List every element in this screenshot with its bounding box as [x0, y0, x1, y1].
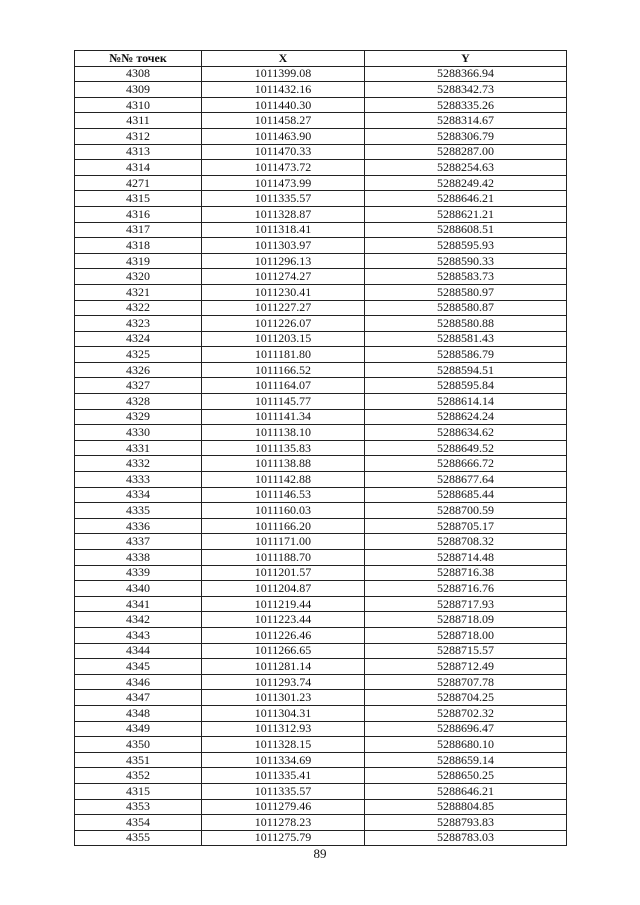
- x-coordinate-cell: 1011204.87: [202, 581, 365, 597]
- y-coordinate-cell: 5288696.47: [365, 721, 567, 737]
- table-row: [75, 799, 567, 815]
- x-coordinate-cell: 1011440.30: [202, 97, 365, 113]
- y-coordinate-cell: 5288580.88: [365, 316, 567, 332]
- x-coordinate-cell: 1011304.31: [202, 705, 365, 721]
- x-coordinate-cell: 1011138.88: [202, 456, 365, 472]
- table-row: [75, 300, 567, 316]
- point-number-cell: 4332: [75, 456, 202, 472]
- table-row: [75, 394, 567, 410]
- x-coordinate-cell: 1011335.41: [202, 768, 365, 784]
- y-coordinate-cell: 5288677.64: [365, 472, 567, 488]
- table-row: [75, 253, 567, 269]
- y-coordinate-cell: 5288659.14: [365, 752, 567, 768]
- table-row: [75, 581, 567, 597]
- x-coordinate-cell: 1011335.57: [202, 191, 365, 207]
- x-coordinate-cell: 1011278.23: [202, 815, 365, 831]
- table-row: [75, 690, 567, 706]
- point-number-cell: 4347: [75, 690, 202, 706]
- point-number-cell: 4329: [75, 409, 202, 425]
- point-number-cell: 4346: [75, 674, 202, 690]
- x-coordinate-cell: 1011274.27: [202, 269, 365, 285]
- x-coordinate-cell: 1011275.79: [202, 830, 365, 846]
- point-number-cell: 4351: [75, 752, 202, 768]
- point-number-cell: 4319: [75, 253, 202, 269]
- y-coordinate-cell: 5288335.26: [365, 97, 567, 113]
- table-row: [75, 144, 567, 160]
- table-row: [75, 737, 567, 753]
- x-coordinate-cell: 1011223.44: [202, 612, 365, 628]
- point-number-cell: 4321: [75, 284, 202, 300]
- header-x: X: [202, 51, 365, 67]
- table-row: [75, 425, 567, 441]
- y-coordinate-cell: 5288716.38: [365, 565, 567, 581]
- point-number-cell: 4330: [75, 425, 202, 441]
- x-coordinate-cell: 1011473.72: [202, 160, 365, 176]
- point-number-cell: 4341: [75, 596, 202, 612]
- table-row: [75, 409, 567, 425]
- point-number-cell: 4348: [75, 705, 202, 721]
- x-coordinate-cell: 1011318.41: [202, 222, 365, 238]
- table-header: [75, 51, 567, 67]
- y-coordinate-cell: 5288583.73: [365, 269, 567, 285]
- table-row: [75, 66, 567, 82]
- table-row: [75, 222, 567, 238]
- table-body: [75, 66, 567, 846]
- point-number-cell: 4350: [75, 737, 202, 753]
- point-number-cell: 4311: [75, 113, 202, 129]
- x-coordinate-cell: 1011312.93: [202, 721, 365, 737]
- y-coordinate-cell: 5288702.32: [365, 705, 567, 721]
- x-coordinate-cell: 1011334.69: [202, 752, 365, 768]
- x-coordinate-cell: 1011328.15: [202, 737, 365, 753]
- point-number-cell: 4331: [75, 440, 202, 456]
- header-row: [75, 51, 567, 67]
- y-coordinate-cell: 5288650.25: [365, 768, 567, 784]
- x-coordinate-cell: 1011138.10: [202, 425, 365, 441]
- table-row: [75, 206, 567, 222]
- point-number-cell: 4353: [75, 799, 202, 815]
- point-number-cell: 4271: [75, 175, 202, 191]
- y-coordinate-cell: 5288646.21: [365, 783, 567, 799]
- table-row: [75, 347, 567, 363]
- table-row: [75, 113, 567, 129]
- y-coordinate-cell: 5288306.79: [365, 128, 567, 144]
- table-row: [75, 518, 567, 534]
- x-coordinate-cell: 1011160.03: [202, 503, 365, 519]
- y-coordinate-cell: 5288287.00: [365, 144, 567, 160]
- y-coordinate-cell: 5288580.97: [365, 284, 567, 300]
- point-number-cell: 4325: [75, 347, 202, 363]
- point-number-cell: 4327: [75, 378, 202, 394]
- x-coordinate-cell: 1011432.16: [202, 82, 365, 98]
- y-coordinate-cell: 5288804.85: [365, 799, 567, 815]
- x-coordinate-cell: 1011164.07: [202, 378, 365, 394]
- point-number-cell: 4339: [75, 565, 202, 581]
- table-row: [75, 705, 567, 721]
- table-row: [75, 472, 567, 488]
- table-row: [75, 830, 567, 846]
- header-y: Y: [365, 51, 567, 67]
- x-coordinate-cell: 1011473.99: [202, 175, 365, 191]
- y-coordinate-cell: 5288705.17: [365, 518, 567, 534]
- y-coordinate-cell: 5288624.24: [365, 409, 567, 425]
- y-coordinate-cell: 5288586.79: [365, 347, 567, 363]
- table-row: [75, 128, 567, 144]
- table-row: [75, 627, 567, 643]
- y-coordinate-cell: 5288718.09: [365, 612, 567, 628]
- point-number-cell: 4333: [75, 472, 202, 488]
- x-coordinate-cell: 1011463.90: [202, 128, 365, 144]
- y-coordinate-cell: 5288594.51: [365, 362, 567, 378]
- x-coordinate-cell: 1011266.65: [202, 643, 365, 659]
- table-row: [75, 612, 567, 628]
- point-number-cell: 4315: [75, 783, 202, 799]
- y-coordinate-cell: 5288715.57: [365, 643, 567, 659]
- point-number-cell: 4315: [75, 191, 202, 207]
- table-row: [75, 284, 567, 300]
- y-coordinate-cell: 5288716.76: [365, 581, 567, 597]
- x-coordinate-cell: 1011171.00: [202, 534, 365, 550]
- header-point-number: №№ точек: [75, 51, 202, 67]
- y-coordinate-cell: 5288595.93: [365, 238, 567, 254]
- table-row: [75, 565, 567, 581]
- x-coordinate-cell: 1011399.08: [202, 66, 365, 82]
- y-coordinate-cell: 5288649.52: [365, 440, 567, 456]
- y-coordinate-cell: 5288783.03: [365, 830, 567, 846]
- point-number-cell: 4323: [75, 316, 202, 332]
- y-coordinate-cell: 5288621.21: [365, 206, 567, 222]
- table-row: [75, 487, 567, 503]
- x-coordinate-cell: 1011135.83: [202, 440, 365, 456]
- y-coordinate-cell: 5288366.94: [365, 66, 567, 82]
- x-coordinate-cell: 1011226.46: [202, 627, 365, 643]
- x-coordinate-cell: 1011301.23: [202, 690, 365, 706]
- table-row: [75, 97, 567, 113]
- y-coordinate-cell: 5288717.93: [365, 596, 567, 612]
- point-number-cell: 4318: [75, 238, 202, 254]
- y-coordinate-cell: 5288614.14: [365, 394, 567, 410]
- x-coordinate-cell: 1011328.87: [202, 206, 365, 222]
- y-coordinate-cell: 5288254.63: [365, 160, 567, 176]
- y-coordinate-cell: 5288342.73: [365, 82, 567, 98]
- y-coordinate-cell: 5288680.10: [365, 737, 567, 753]
- x-coordinate-cell: 1011230.41: [202, 284, 365, 300]
- x-coordinate-cell: 1011145.77: [202, 394, 365, 410]
- x-coordinate-cell: 1011166.52: [202, 362, 365, 378]
- point-number-cell: 4337: [75, 534, 202, 550]
- point-number-cell: 4326: [75, 362, 202, 378]
- point-number-cell: 4313: [75, 144, 202, 160]
- point-number-cell: 4343: [75, 627, 202, 643]
- y-coordinate-cell: 5288718.00: [365, 627, 567, 643]
- x-coordinate-cell: 1011470.33: [202, 144, 365, 160]
- point-number-cell: 4335: [75, 503, 202, 519]
- y-coordinate-cell: 5288793.83: [365, 815, 567, 831]
- point-number-cell: 4324: [75, 331, 202, 347]
- point-number-cell: 4317: [75, 222, 202, 238]
- point-number-cell: 4328: [75, 394, 202, 410]
- point-number-cell: 4308: [75, 66, 202, 82]
- table-row: [75, 659, 567, 675]
- table-row: [75, 752, 567, 768]
- x-coordinate-cell: 1011293.74: [202, 674, 365, 690]
- y-coordinate-cell: 5288590.33: [365, 253, 567, 269]
- x-coordinate-cell: 1011335.57: [202, 783, 365, 799]
- point-number-cell: 4334: [75, 487, 202, 503]
- table-row: [75, 82, 567, 98]
- point-number-cell: 4354: [75, 815, 202, 831]
- table-row: [75, 269, 567, 285]
- x-coordinate-cell: 1011188.70: [202, 550, 365, 566]
- x-coordinate-cell: 1011166.20: [202, 518, 365, 534]
- table-row: [75, 362, 567, 378]
- y-coordinate-cell: 5288580.87: [365, 300, 567, 316]
- coordinates-table: [74, 50, 567, 846]
- table-row: [75, 456, 567, 472]
- y-coordinate-cell: 5288608.51: [365, 222, 567, 238]
- y-coordinate-cell: 5288249.42: [365, 175, 567, 191]
- x-coordinate-cell: 1011226.07: [202, 316, 365, 332]
- y-coordinate-cell: 5288581.43: [365, 331, 567, 347]
- table-row: [75, 674, 567, 690]
- y-coordinate-cell: 5288595.84: [365, 378, 567, 394]
- point-number-cell: 4312: [75, 128, 202, 144]
- x-coordinate-cell: 1011142.88: [202, 472, 365, 488]
- y-coordinate-cell: 5288714.48: [365, 550, 567, 566]
- table-row: [75, 238, 567, 254]
- x-coordinate-cell: 1011281.14: [202, 659, 365, 675]
- x-coordinate-cell: 1011203.15: [202, 331, 365, 347]
- table-row: [75, 160, 567, 176]
- y-coordinate-cell: 5288707.78: [365, 674, 567, 690]
- table-row: [75, 316, 567, 332]
- table-row: [75, 175, 567, 191]
- point-number-cell: 4310: [75, 97, 202, 113]
- table-row: [75, 550, 567, 566]
- y-coordinate-cell: 5288634.62: [365, 425, 567, 441]
- table-row: [75, 783, 567, 799]
- y-coordinate-cell: 5288712.49: [365, 659, 567, 675]
- x-coordinate-cell: 1011141.34: [202, 409, 365, 425]
- table-row: [75, 331, 567, 347]
- table-row: [75, 440, 567, 456]
- x-coordinate-cell: 1011181.80: [202, 347, 365, 363]
- point-number-cell: 4355: [75, 830, 202, 846]
- table-row: [75, 768, 567, 784]
- x-coordinate-cell: 1011303.97: [202, 238, 365, 254]
- point-number-cell: 4352: [75, 768, 202, 784]
- table-row: [75, 815, 567, 831]
- point-number-cell: 4342: [75, 612, 202, 628]
- x-coordinate-cell: 1011201.57: [202, 565, 365, 581]
- table-row: [75, 721, 567, 737]
- table-row: [75, 503, 567, 519]
- page-number: 89: [313, 846, 327, 861]
- y-coordinate-cell: 5288666.72: [365, 456, 567, 472]
- table-row: [75, 596, 567, 612]
- table-row: [75, 534, 567, 550]
- x-coordinate-cell: 1011219.44: [202, 596, 365, 612]
- table-row: [75, 191, 567, 207]
- point-number-cell: 4309: [75, 82, 202, 98]
- x-coordinate-cell: 1011296.13: [202, 253, 365, 269]
- y-coordinate-cell: 5288646.21: [365, 191, 567, 207]
- x-coordinate-cell: 1011146.53: [202, 487, 365, 503]
- point-number-cell: 4349: [75, 721, 202, 737]
- x-coordinate-cell: 1011279.46: [202, 799, 365, 815]
- table-row: [75, 378, 567, 394]
- point-number-cell: 4316: [75, 206, 202, 222]
- point-number-cell: 4314: [75, 160, 202, 176]
- x-coordinate-cell: 1011458.27: [202, 113, 365, 129]
- point-number-cell: 4340: [75, 581, 202, 597]
- point-number-cell: 4336: [75, 518, 202, 534]
- y-coordinate-cell: 5288700.59: [365, 503, 567, 519]
- point-number-cell: 4344: [75, 643, 202, 659]
- y-coordinate-cell: 5288704.25: [365, 690, 567, 706]
- y-coordinate-cell: 5288685.44: [365, 487, 567, 503]
- x-coordinate-cell: 1011227.27: [202, 300, 365, 316]
- point-number-cell: 4322: [75, 300, 202, 316]
- table-row: [75, 643, 567, 659]
- y-coordinate-cell: 5288708.32: [365, 534, 567, 550]
- y-coordinate-cell: 5288314.67: [365, 113, 567, 129]
- point-number-cell: 4320: [75, 269, 202, 285]
- point-number-cell: 4338: [75, 550, 202, 566]
- point-number-cell: 4345: [75, 659, 202, 675]
